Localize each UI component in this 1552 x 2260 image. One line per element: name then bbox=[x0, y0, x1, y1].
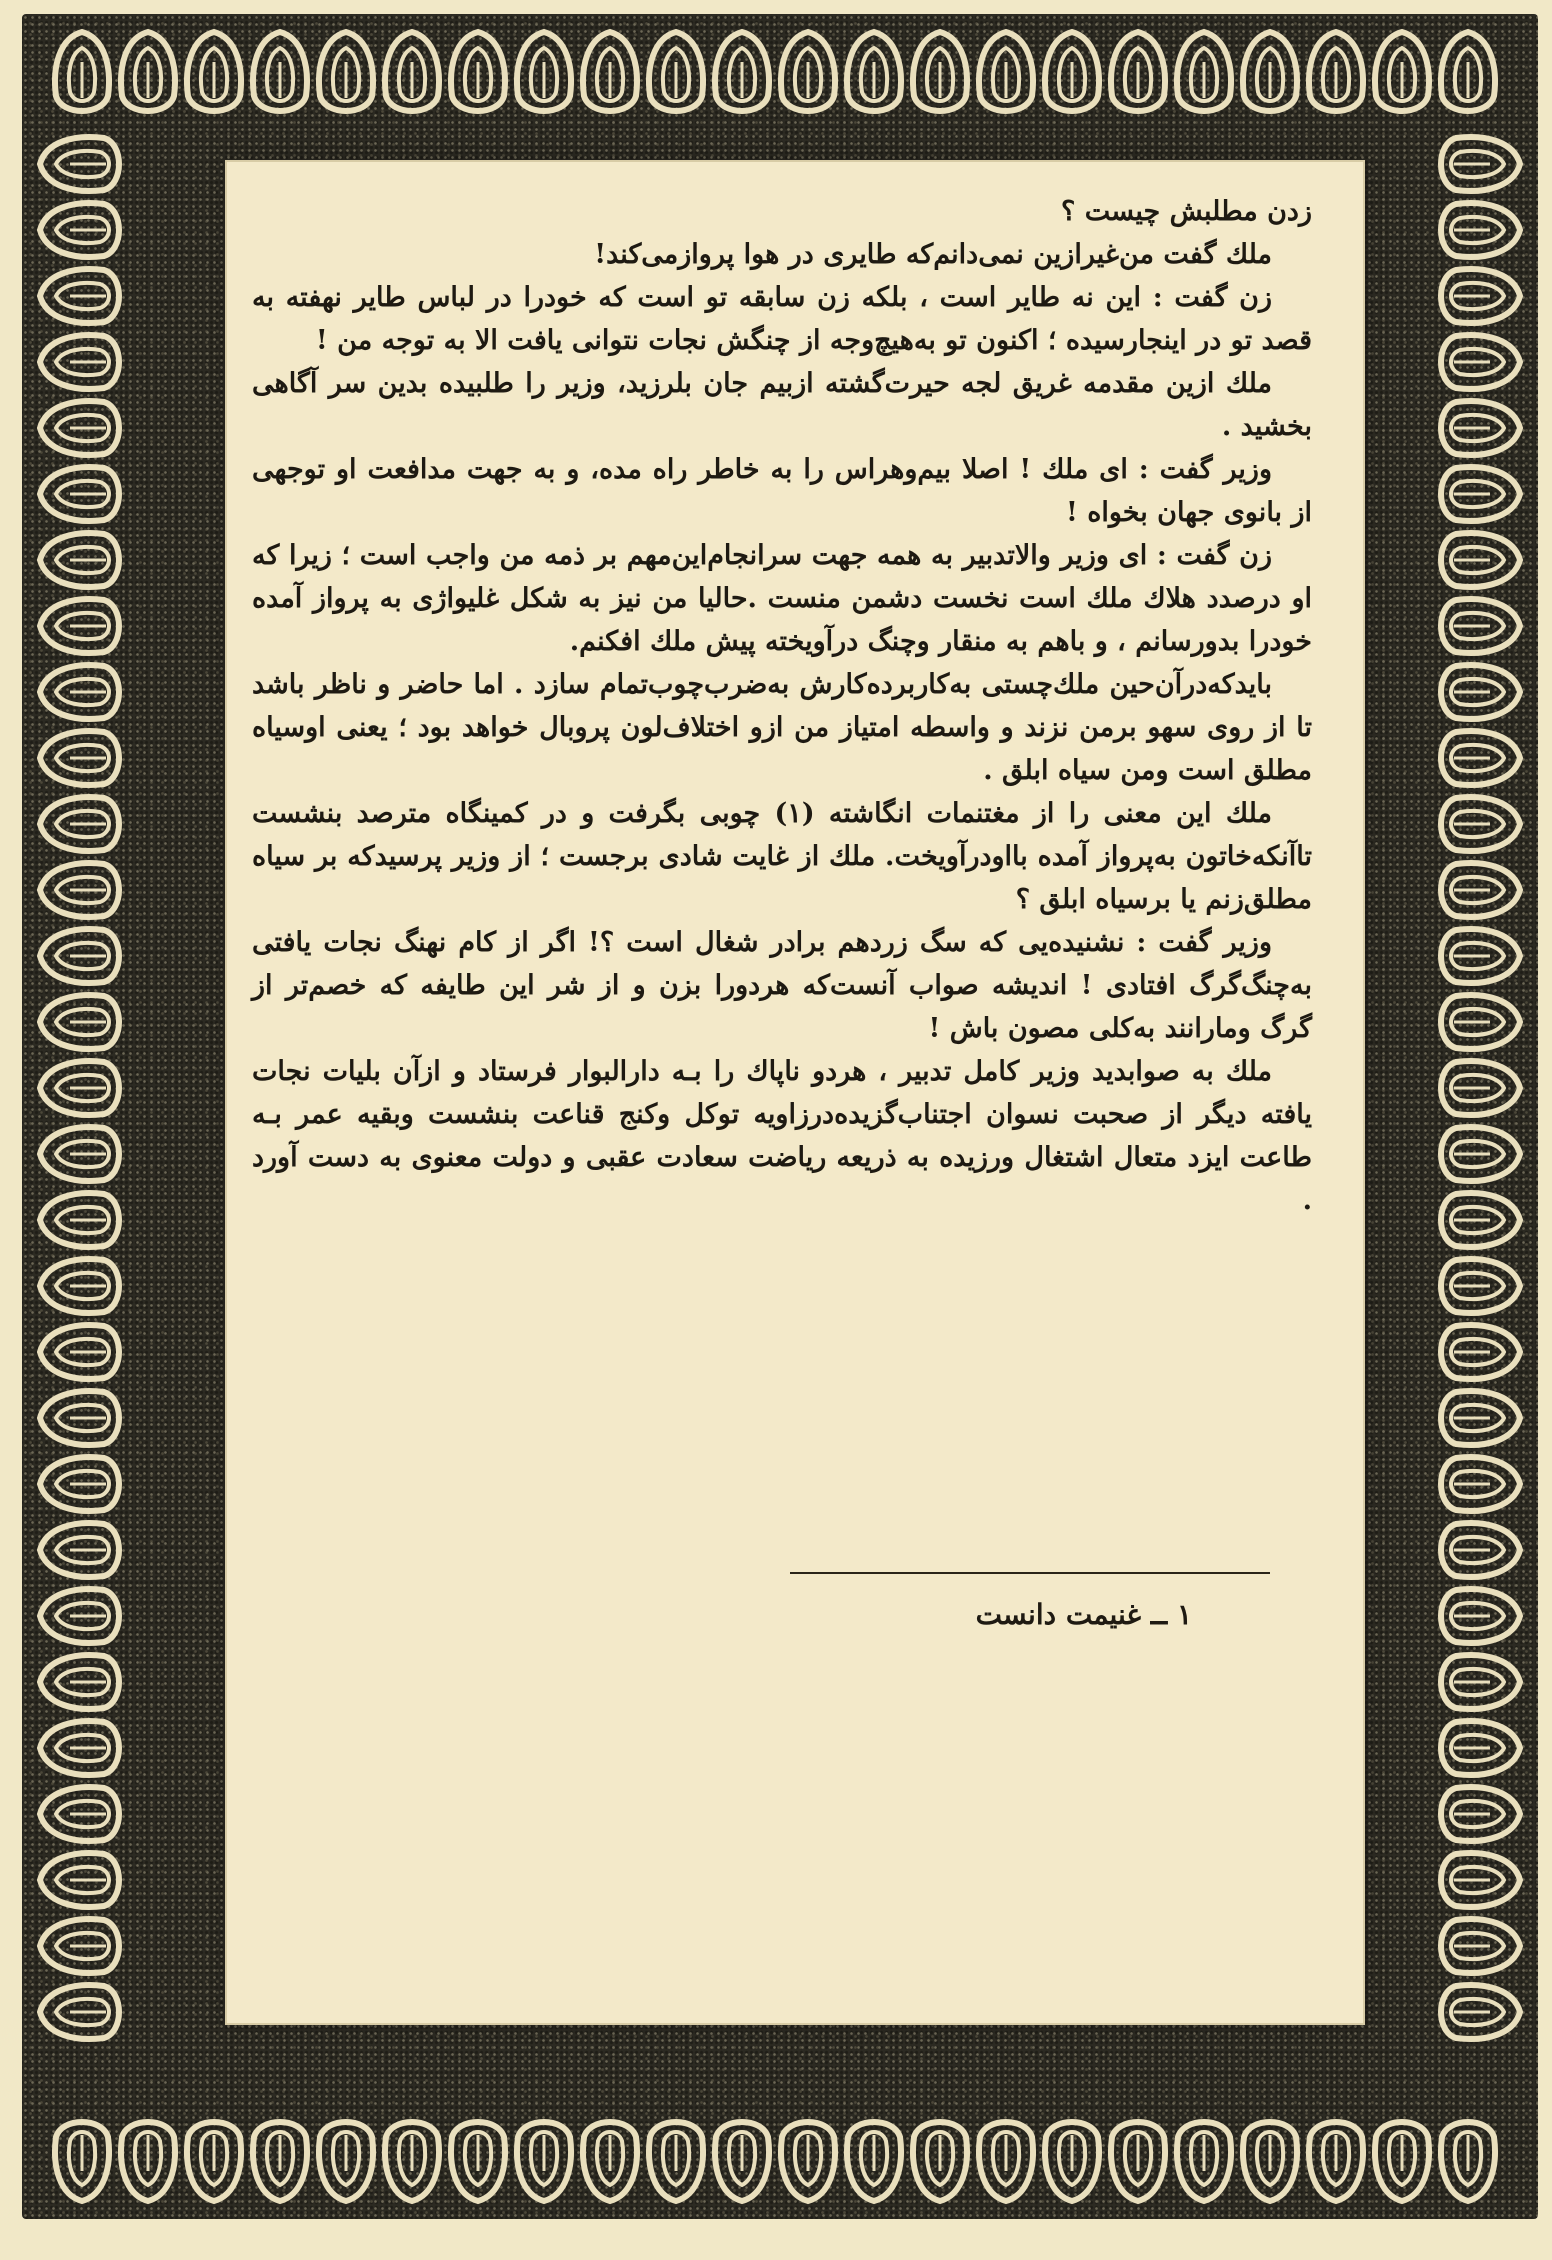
tulip-ornament bbox=[1441, 1655, 1520, 1709]
tulip-ornament bbox=[583, 2122, 637, 2201]
tulip-ornament bbox=[40, 1787, 119, 1841]
tulip-ornament bbox=[1045, 32, 1099, 111]
tulip-ornament bbox=[1441, 1787, 1520, 1841]
tulip-ornament bbox=[1441, 137, 1520, 191]
tulip-ornament bbox=[1441, 1325, 1520, 1379]
tulip-ornament bbox=[40, 1127, 119, 1181]
tulip-ornament bbox=[40, 995, 119, 1049]
tulip-ornament bbox=[40, 1919, 119, 1973]
tulip-ornament bbox=[121, 2122, 175, 2201]
tulip-ornament bbox=[40, 1325, 119, 1379]
tulip-ornament bbox=[40, 467, 119, 521]
tulip-ornament bbox=[1441, 1457, 1520, 1511]
tulip-ornament bbox=[319, 2122, 373, 2201]
tulip-ornament bbox=[715, 32, 769, 111]
tulip-ornament bbox=[40, 1853, 119, 1907]
tulip-ornament bbox=[517, 32, 571, 111]
tulip-ornament bbox=[253, 32, 307, 111]
tulip-ornament bbox=[451, 32, 505, 111]
tulip-ornament bbox=[1441, 995, 1520, 1049]
tulip-ornament bbox=[1045, 2122, 1099, 2201]
tulip-ornament bbox=[1441, 335, 1520, 389]
tulip-ornament bbox=[40, 269, 119, 323]
tulip-ornament bbox=[1441, 665, 1520, 719]
tulip-ornament bbox=[1111, 32, 1165, 111]
tulip-ornament bbox=[847, 32, 901, 111]
tulip-ornament bbox=[1441, 1391, 1520, 1445]
tulip-ornament bbox=[40, 533, 119, 587]
tulip-ornament bbox=[40, 1721, 119, 1775]
tulip-ornament bbox=[1309, 32, 1363, 111]
tulip-ornament bbox=[1441, 2122, 1495, 2201]
paragraph: وزیر گفت : ای ملك ! اصلا بیم‌وهراس را به خاطر راه مده، و به جهت مدافعت او توجهی از بانوی جهان بخواه ! bbox=[252, 454, 1312, 528]
tulip-ornament bbox=[1441, 1259, 1520, 1313]
tulip-ornament bbox=[1243, 2122, 1297, 2201]
tulip-ornament bbox=[1441, 203, 1520, 257]
tulip-ornament bbox=[187, 32, 241, 111]
tulip-ornament bbox=[979, 2122, 1033, 2201]
tulip-ornament bbox=[979, 32, 1033, 111]
tulip-ornament bbox=[781, 32, 835, 111]
tulip-ornament bbox=[385, 32, 439, 111]
footnote-divider bbox=[790, 1572, 1270, 1574]
tulip-ornament bbox=[40, 1589, 119, 1643]
tulip-ornament bbox=[40, 1193, 119, 1247]
tulip-ornament bbox=[40, 599, 119, 653]
tulip-ornament bbox=[1441, 269, 1520, 323]
tulip-ornament bbox=[187, 2122, 241, 2201]
tulip-ornament bbox=[1441, 863, 1520, 917]
footnote: ۱ ــ غنیمت دانست bbox=[975, 1598, 1192, 1631]
tulip-ornament bbox=[1441, 467, 1520, 521]
body-text bbox=[252, 190, 1312, 1222]
tulip-ornament bbox=[40, 203, 119, 257]
paragraph: بایدکه‌درآن‌حین ملك‌چستی به‌کاربرده‌کارش به‌ضرب‌چوب‌تمام سازد . اما حاضر و ناظر باشد تا از روی سهو برمن نزند و واسطه امتیاز من ازو اختلاف‌لون پروبال خواهد بود ؛ یعنی اوسیاه مطلق است ومن سیاه ابلق . bbox=[252, 669, 1312, 786]
tulip-ornament bbox=[1441, 1523, 1520, 1577]
paragraph: زدن مطلبش چیست ؟ bbox=[1061, 196, 1312, 227]
tulip-ornament bbox=[1177, 32, 1231, 111]
tulip-ornament bbox=[1441, 797, 1520, 851]
paragraph: ملك به صوابدید وزیر کامل تدبیر ، هردو ناپاك را بـه دارالبوار فرستاد و ازآن بلیات نجات یافته دیگر از صحبت نسوان اجتناب‌گزیده‌درزاویه توکل وکنج قناعت بنشست وبقیه عمر بـه طاعت ایزد متعال اشتغال ورزیده به ذریعه ریاضت سعادت عقبی و دولت معنوی به دست آورد . bbox=[252, 1056, 1312, 1216]
tulip-ornament bbox=[1441, 401, 1520, 455]
tulip-ornament bbox=[40, 1391, 119, 1445]
tulip-ornament bbox=[1441, 1127, 1520, 1181]
tulip-ornament bbox=[40, 665, 119, 719]
tulip-ornament bbox=[40, 797, 119, 851]
tulip-ornament bbox=[1441, 929, 1520, 983]
tulip-ornament bbox=[1441, 1919, 1520, 1973]
tulip-ornament bbox=[1441, 1985, 1520, 2039]
paragraph: وزیر گفت : نشنیده‌یی که سگ زردهم برادر شغال است ؟! اگر از کام نهنگ نجات یافتی به‌چنگ‌گرگ افتادی ! اندیشه صواب آنست‌که هردورا بزن و از شر این طایفه که خصم‌تر از گرگ ومارانند به‌کلی مصون باش ! bbox=[252, 927, 1312, 1044]
tulip-ornament bbox=[40, 1259, 119, 1313]
tulip-ornament bbox=[1375, 2122, 1429, 2201]
tulip-ornament bbox=[1441, 731, 1520, 785]
tulip-ornament bbox=[253, 2122, 307, 2201]
tulip-ornament bbox=[649, 2122, 703, 2201]
tulip-ornament bbox=[1309, 2122, 1363, 2201]
tulip-ornament bbox=[583, 32, 637, 111]
tulip-ornament bbox=[649, 32, 703, 111]
tulip-ornament bbox=[40, 137, 119, 191]
tulip-ornament bbox=[55, 2122, 109, 2201]
paragraph: ملك این معنی را از مغتنمات انگاشته (۱) چوبی بگرفت و در کمینگاه مترصد بنشست تاآنکه‌خاتون به‌پرواز آمده بااودرآویخت. ملك از غایت شادی برجست ؛ از وزیر پرسیدکه بر سیاه مطلق‌زنم یا برسیاه ابلق ؟ bbox=[252, 798, 1312, 915]
tulip-ornament bbox=[781, 2122, 835, 2201]
tulip-ornament bbox=[40, 1061, 119, 1115]
tulip-ornament bbox=[517, 2122, 571, 2201]
tulip-ornament bbox=[1441, 1193, 1520, 1247]
tulip-ornament bbox=[847, 2122, 901, 2201]
tulip-ornament bbox=[1441, 1853, 1520, 1907]
tulip-ornament bbox=[40, 1985, 119, 2039]
tulip-ornament bbox=[1441, 533, 1520, 587]
paragraph: ملك گفت من‌غیرازین نمی‌دانم‌که طایری در هوا پروازمی‌کند! bbox=[594, 239, 1272, 270]
tulip-ornament bbox=[1441, 1721, 1520, 1775]
tulip-ornament bbox=[1243, 32, 1297, 111]
tulip-ornament bbox=[40, 1655, 119, 1709]
tulip-ornament bbox=[1177, 2122, 1231, 2201]
tulip-ornament bbox=[1111, 2122, 1165, 2201]
tulip-ornament bbox=[913, 32, 967, 111]
tulip-ornament bbox=[40, 863, 119, 917]
tulip-ornament bbox=[385, 2122, 439, 2201]
tulip-ornament bbox=[40, 1457, 119, 1511]
tulip-ornament bbox=[1441, 1589, 1520, 1643]
tulip-ornament bbox=[55, 32, 109, 111]
tulip-ornament bbox=[715, 2122, 769, 2201]
tulip-ornament bbox=[913, 2122, 967, 2201]
tulip-ornament bbox=[40, 1523, 119, 1577]
tulip-ornament bbox=[40, 731, 119, 785]
tulip-ornament bbox=[1441, 599, 1520, 653]
tulip-ornament bbox=[40, 401, 119, 455]
paragraph: زن گفت : این نه طایر است ، بلکه زن سابقه تو است که خودرا در لباس طایر نهفته به قصد تو در اینجارسیده ؛ اکنون تو به‌هیچ‌وجه از چنگش نجات نتوانی یافت الا به توجه من ! bbox=[252, 282, 1312, 356]
tulip-ornament bbox=[451, 2122, 505, 2201]
tulip-ornament bbox=[319, 32, 373, 111]
tulip-ornament bbox=[40, 929, 119, 983]
tulip-ornament bbox=[1375, 32, 1429, 111]
paragraph: ملك ازین مقدمه غریق لجه حیرت‌گشته ازبیم جان بلرزید، وزیر را طلبیده بدین سر آگاهی بخشید . bbox=[252, 368, 1312, 442]
tulip-ornament bbox=[1441, 32, 1495, 111]
paragraph: زن گفت : ای وزیر والاتدبیر به همه جهت سرانجام‌این‌مهم بر ذمه من واجب است ؛ زیرا که او درصدد هلاك ملك است نخست دشمن منست .حالیا من نیز به شکل غلیواژی به پرواز آمده خودرا بدورسانم ، و باهم به منقار وچنگ درآویخته پیش ملك افکنم. bbox=[252, 540, 1312, 657]
tulip-ornament bbox=[121, 32, 175, 111]
tulip-ornament bbox=[40, 335, 119, 389]
tulip-ornament bbox=[1441, 1061, 1520, 1115]
